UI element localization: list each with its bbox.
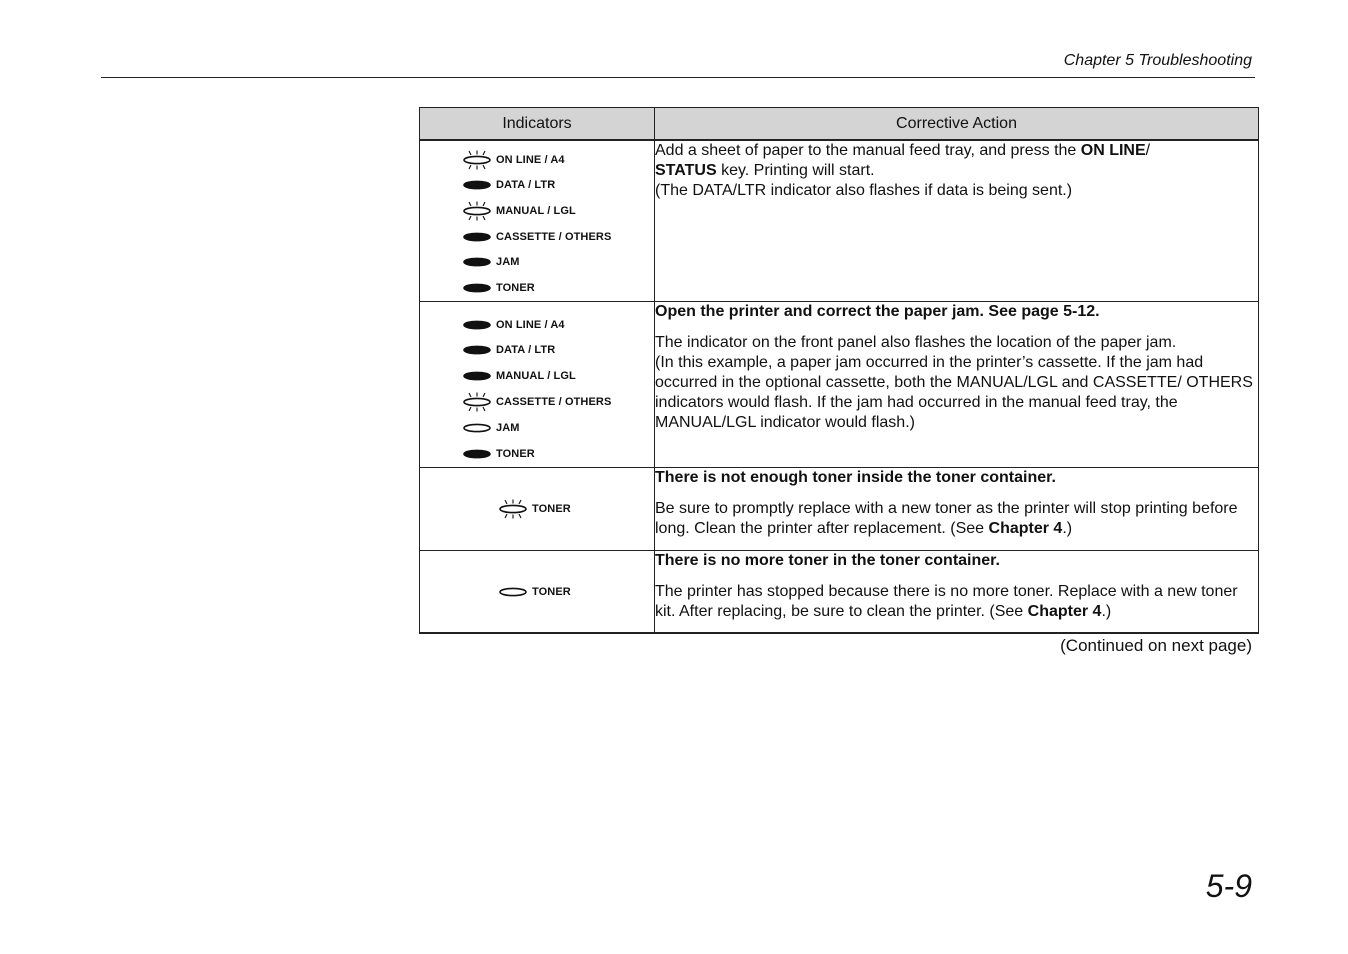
- led-on-icon: [462, 444, 492, 464]
- action-cell: [655, 467, 1259, 550]
- table-row: [420, 140, 1259, 301]
- indicator-item: [462, 249, 654, 275]
- led-on-icon: [462, 227, 492, 247]
- indicator-item: [462, 173, 654, 199]
- indicator-label: ON LINE / A4: [496, 153, 565, 166]
- indicator-item: [462, 363, 654, 389]
- indicator-label: DATA / LTR: [496, 344, 556, 357]
- indicator-item: [462, 312, 654, 338]
- indicator-item: [462, 198, 654, 224]
- indicator-label: TONER: [532, 502, 571, 515]
- led-flashing-icon: [498, 499, 528, 519]
- action-text-part: .): [1062, 519, 1073, 537]
- action-lead: Open the printer and correct the paper jam. See page 5-12.: [655, 302, 1100, 320]
- action-text-part: key. Printing will start.: [716, 162, 875, 179]
- chapter-header: Chapter 5 Troubleshooting: [1063, 52, 1252, 69]
- troubleshooting-table: [419, 107, 1259, 634]
- indicator-label: JAM: [496, 256, 520, 269]
- indicator-item: [462, 147, 654, 173]
- header-rule: [101, 77, 1255, 78]
- indicator-list: [462, 312, 654, 467]
- led-on-icon: [462, 340, 492, 360]
- table-row: [420, 550, 1259, 633]
- indicator-label: MANUAL / LGL: [496, 370, 576, 383]
- indicator-list: [462, 147, 654, 301]
- indicators-cell: [420, 140, 655, 301]
- action-cell: [655, 550, 1259, 633]
- indicator-item: [462, 224, 654, 250]
- indicator-label: CASSETTE / OTHERS: [496, 230, 612, 243]
- indicator-item: [498, 582, 654, 602]
- led-on-icon: [462, 315, 492, 335]
- header-corrective-action: Corrective Action: [655, 108, 1259, 141]
- led-flashing-icon: [462, 150, 492, 170]
- led-on-icon: [462, 175, 492, 195]
- indicator-item: [462, 415, 654, 441]
- indicator-list: [498, 582, 654, 602]
- indicator-item: [462, 275, 654, 301]
- action-text-part: Add a sheet of paper to the manual feed tray, and press the: [655, 142, 1081, 159]
- indicators-cell: [420, 467, 655, 550]
- table-header-row: [420, 108, 1259, 141]
- indicator-label: TONER: [496, 281, 535, 294]
- led-flashing-icon: [462, 201, 492, 221]
- status-key-label: STATUS: [655, 162, 717, 179]
- indicators-cell: [420, 550, 655, 633]
- action-text-part: Be sure to promptly replace with a new toner as the printer will stop printing before long. Clean the printer after replacement. (See: [655, 499, 1238, 537]
- action-cell: [655, 301, 1259, 467]
- led-off-icon: [462, 418, 492, 438]
- continued-note: (Continued on next page): [1060, 636, 1252, 655]
- chapter-reference: Chapter 4: [988, 519, 1063, 537]
- action-text-part: The printer has stopped because there is no more toner. Replace with a new toner kit. After replacing, be sure to clean the printer. (See: [655, 582, 1238, 620]
- indicator-label: DATA / LTR: [496, 179, 556, 192]
- table-row: [420, 467, 1259, 550]
- indicator-item: [462, 389, 654, 415]
- indicator-label: MANUAL / LGL: [496, 204, 576, 217]
- led-flashing-icon: [462, 392, 492, 412]
- indicator-item: [462, 337, 654, 363]
- action-cell: [655, 140, 1259, 301]
- action-text: [655, 141, 1258, 181]
- indicators-cell: [420, 301, 655, 467]
- page-number: 5-9: [1205, 868, 1252, 904]
- action-body: (In this example, a paper jam occurred in the printer’s cassette. If the jam had occurred in the optional cassette, both the MANUAL/LGL and CASSETTE/ OTHERS indicators would flash. If the jam had occurred in the manual feed tray, the MANUAL/LGL indicator would flash.): [655, 353, 1253, 431]
- indicator-list: [498, 499, 654, 519]
- action-lead: There is no more toner in the toner container.: [655, 551, 1000, 569]
- indicator-item: [462, 441, 654, 467]
- indicator-label: TONER: [496, 447, 535, 460]
- action-body: [655, 582, 1258, 622]
- indicator-item: [498, 499, 654, 519]
- online-key-label: ON LINE: [1080, 142, 1146, 159]
- action-lead: There is not enough toner inside the toner container.: [655, 468, 1056, 486]
- led-off-icon: [498, 582, 528, 602]
- action-body: [655, 499, 1258, 539]
- indicator-label: ON LINE / A4: [496, 318, 565, 331]
- action-body: The indicator on the front panel also flashes the location of the paper jam.: [655, 333, 1177, 351]
- action-text-part: /: [1145, 142, 1151, 159]
- led-on-icon: [462, 252, 492, 272]
- table-row: [420, 301, 1259, 467]
- led-on-icon: [462, 366, 492, 386]
- indicator-label: CASSETTE / OTHERS: [496, 396, 612, 409]
- action-note: (The DATA/LTR indicator also flashes if data is being sent.): [655, 182, 1073, 199]
- chapter-reference: Chapter 4: [1027, 602, 1102, 620]
- header-indicators: Indicators: [420, 108, 655, 141]
- indicator-label: TONER: [532, 585, 571, 598]
- led-on-icon: [462, 278, 492, 298]
- action-text-part: .): [1101, 602, 1112, 620]
- indicator-label: JAM: [496, 422, 520, 435]
